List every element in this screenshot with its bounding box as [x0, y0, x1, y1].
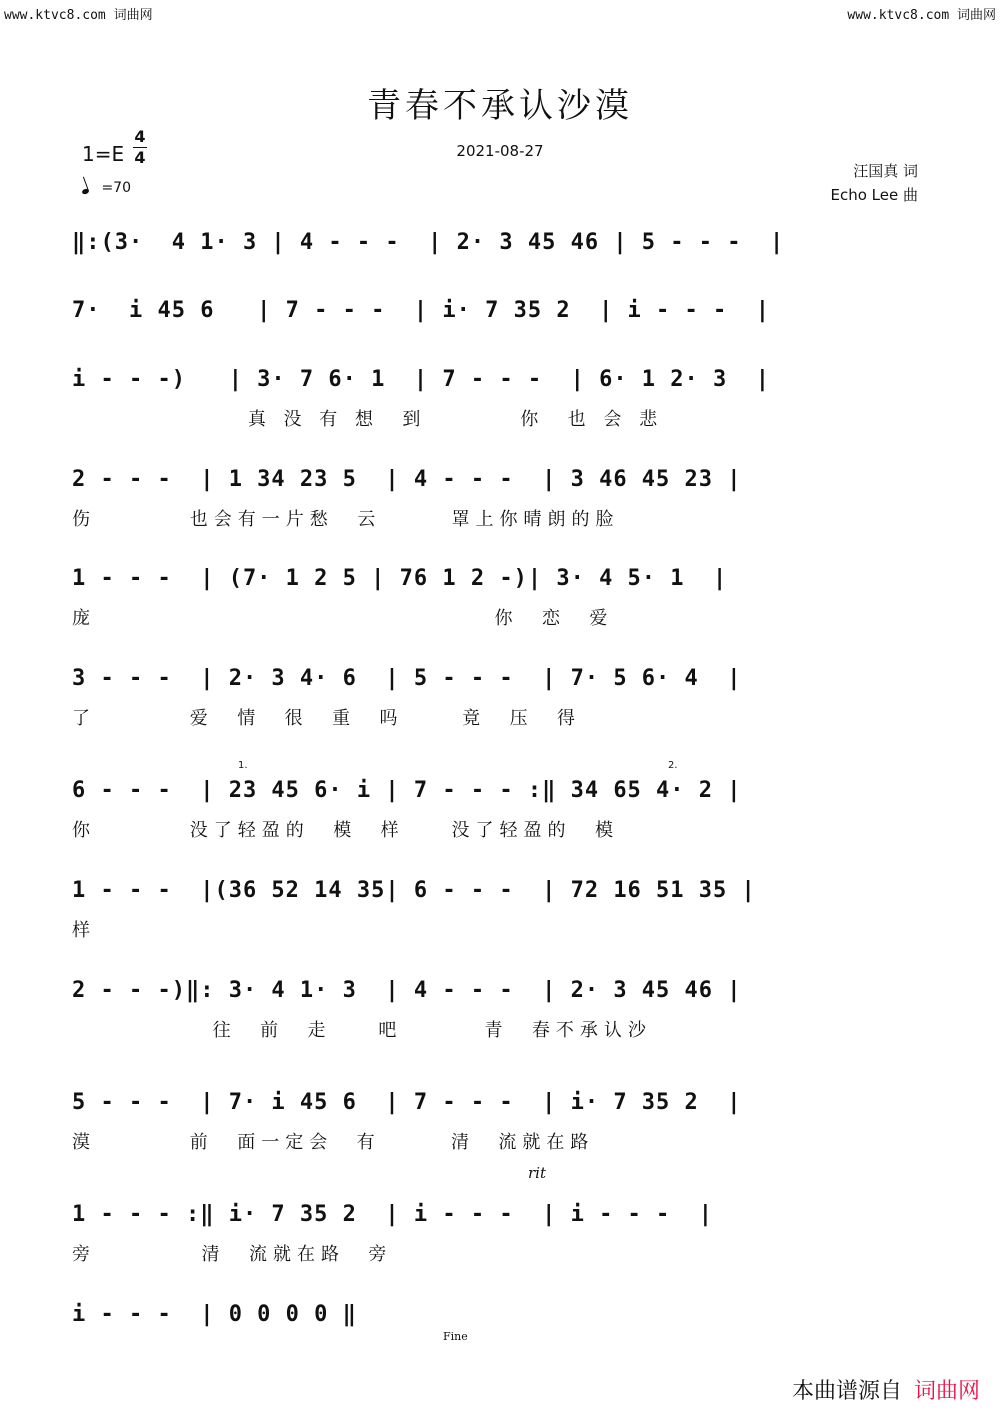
score-row-notes: 2 - - -)‖: 3· 4 1· 3 | 4 - - - | 2· 3 45 46 |	[72, 978, 742, 1003]
score-row-lyric: 伤 也会有一片愁 云 罩上你晴朗的脸	[72, 509, 620, 530]
score-row-notes: 1 - - - :‖ i· 7 35 2 | i - - - | i - - - |	[72, 1202, 714, 1227]
score-row-6	[72, 666, 932, 729]
score-row-lyric: 真 没 有 想 到 你 也 会 悲	[72, 409, 664, 430]
ending-1-marker: 1.	[238, 760, 248, 771]
score-row-lyric: 样	[72, 920, 96, 941]
score-row-notes: 3 - - - | 2· 3 4· 6 | 5 - - - | 7· 5 6· 4 |	[72, 666, 742, 691]
score-row-8	[72, 878, 932, 941]
watermark-right: www.ktvc8.com 词曲网	[847, 8, 996, 23]
score-row-1	[72, 230, 932, 264]
score-row-10	[72, 1090, 932, 1153]
quarter-note-icon	[81, 188, 89, 195]
time-signature-bottom: 4	[134, 148, 146, 167]
score-row-notes: ‖:(3· 4 1· 3 | 4 - - - | 2· 3 45 46 | 5 - - - |	[72, 230, 785, 255]
score-row-notes: i - - -) | 3· 7 6· 1 | 7 - - - | 6· 1 2· 3 |	[72, 367, 771, 392]
score-row-lyric: 庞 你 恋 爱	[72, 608, 614, 629]
song-title: 青春不承认沙漠	[367, 86, 633, 126]
score-row-5	[72, 566, 932, 629]
score-row-4	[72, 467, 932, 530]
score-row-lyric: 旁 清 流就在路 旁	[72, 1244, 393, 1265]
lyricist-credit: 汪国真 词	[853, 162, 918, 180]
score-row-lyric: 了 爱 情 很 重 吗 竟 压 得	[72, 708, 582, 729]
score-row-12	[72, 1302, 932, 1336]
score-row-9	[72, 978, 932, 1041]
score-row-2	[72, 298, 932, 332]
footer-source-label: 本曲谱源自	[791, 1379, 902, 1404]
score-row-lyric: 你 没了轻盈的 模 样 没了轻盈的 模	[72, 820, 619, 841]
score-row-notes: 2 - - - | 1 34 23 5 | 4 - - - | 3 46 45 23 |	[72, 467, 742, 492]
score-row-lyric: 往 前 走 吧 青 春不承认沙	[72, 1020, 652, 1041]
time-signature-top: 4	[134, 127, 146, 146]
score-row-notes: i - - - | 0 0 0 0 ‖	[72, 1302, 357, 1327]
score-row-11	[72, 1202, 932, 1265]
composer-credit: Echo Lee 曲	[830, 186, 918, 204]
score-row-notes: 6 - - - | 23 45 6· i | 7 - - - :‖ 34 65 4· 2 |	[72, 778, 742, 803]
score-row-7	[72, 778, 932, 841]
score-row-notes: 1 - - - | (7· 1 2 5 | 76 1 2 -)| 3· 4 5· 1 |	[72, 566, 728, 591]
watermark-left: www.ktvc8.com 词曲网	[4, 8, 153, 23]
tempo-marking	[82, 180, 131, 196]
key-signature: 1=E	[82, 142, 125, 166]
tempo-value: =70	[101, 180, 131, 196]
score-row-notes: 1 - - - |(36 52 14 35| 6 - - - | 72 16 51 35 |	[72, 878, 756, 903]
score-row-notes: 7· i 45 6 | 7 - - - | i· 7 35 2 | i - - - |	[72, 298, 771, 323]
score-row-lyric: 漠 前 面一定会 有 清 流就在路	[72, 1132, 595, 1153]
song-date: 2021-08-27	[456, 142, 544, 160]
footer-source	[792, 1374, 980, 1405]
fine-marking: Fine	[443, 1330, 468, 1343]
score-row-3	[72, 367, 932, 430]
ending-2-marker: 2.	[668, 760, 678, 771]
score-row-notes: 5 - - - | 7· i 45 6 | 7 - - - | i· 7 35 2 |	[72, 1090, 742, 1115]
time-signature	[133, 128, 147, 167]
ritardando-marking: rit	[528, 1164, 546, 1182]
footer-site-link[interactable]: 词曲网	[913, 1379, 980, 1404]
